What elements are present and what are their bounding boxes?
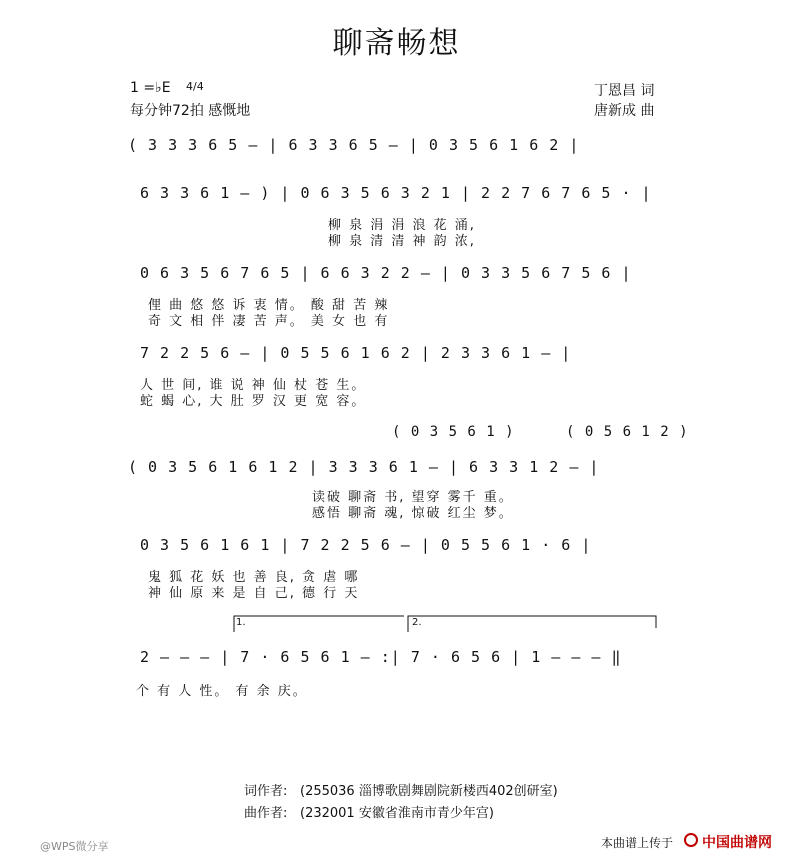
lyrics-row-2-verse-2: 柳 泉 清 清 神 韵 浓,: [328, 234, 476, 249]
lyrics-row-4-verse-1: 人 世 间, 谁 说 神 仙 杖 苍 生。: [140, 378, 367, 393]
song-title: 聊斋畅想: [332, 26, 461, 61]
lyrics-row-7: 个 有 人 性。 有 余 庆。: [136, 684, 308, 699]
interlude-a: ( 0 3 5 6 1 ): [392, 424, 515, 440]
lyricist-credit: 丁恩昌 词: [594, 83, 655, 99]
lyrics-row-3-verse-1: 俚 曲 悠 悠 诉 衷 情。 酸 甜 苦 辣: [148, 298, 390, 313]
lyrics-row-3-verse-2: 奇 文 相 伴 凄 苦 声。 美 女 也 有: [148, 314, 390, 329]
score-row-6: 0 3 5 6 1 6 1 | 7 2 2 5 6 – | 0 5 5 6 1 · 6 |: [140, 536, 592, 554]
lyricist-address: (255036 淄博歌剧舞剧院新楼西402创研室): [300, 784, 558, 799]
interlude-b: ( 0 5 6 1 2 ): [566, 424, 689, 440]
wps-watermark: @WPS微分享: [40, 840, 109, 853]
lyrics-row-6-verse-1: 鬼 狐 花 妖 也 善 良, 贪 虐 哪: [148, 570, 360, 585]
first-ending-mark: 1.: [236, 617, 246, 628]
lyricist-address-label: 词作者:: [244, 784, 288, 799]
composer-address-label: 曲作者:: [244, 806, 288, 821]
site-brand: 中国曲谱网: [702, 835, 772, 851]
lyrics-row-5-verse-1: 读破 聊斋 书, 望穿 雾千 重。: [312, 490, 514, 505]
tempo-marking: 每分钟72拍 感慨地: [130, 103, 251, 119]
lyrics-row-5-verse-2: 感悟 聊斋 魂, 惊破 红尘 梦。: [312, 506, 514, 521]
composer-credit: 唐新成 曲: [594, 103, 655, 119]
time-signature: 4/4: [186, 80, 204, 93]
score-row-1: ( 3 3 3 6 5 – | 6 3 3 6 5 – | 0 3 5 6 1 6 2 |: [128, 136, 580, 154]
lyrics-row-4-verse-2: 蛇 蝎 心, 大 肚 罗 汉 更 宽 容。: [140, 394, 367, 409]
key-signature: 1 =♭E: [130, 80, 171, 96]
score-row-4: 7 2 2 5 6 – | 0 5 5 6 1 6 2 | 2 3 3 6 1 – |: [140, 344, 572, 362]
score-row-5: ( 0 3 5 6 1 6 1 2 | 3 3 3 6 1 – | 6 3 3 1 2 – |: [128, 458, 600, 476]
upload-notice: 本曲谱上传于: [601, 836, 674, 850]
second-ending-mark: 2.: [412, 617, 422, 628]
brand-logo-icon: [684, 833, 698, 847]
lyrics-row-2-verse-1: 柳 泉 涓 涓 浪 花 涌,: [328, 218, 476, 233]
score-row-3: 0 6 3 5 6 7 6 5 | 6 6 3 2 2 – | 0 3 3 5 6 7 5 6 |: [140, 264, 632, 282]
lyrics-row-6-verse-2: 神 仙 原 来 是 自 己, 德 行 天: [148, 586, 360, 601]
score-row-2: 6 3 3 6 1 – ) | 0 6 3 5 6 3 2 1 | 2 2 7 6 7 6 5 · |: [140, 184, 652, 202]
composer-address: (232001 安徽省淮南市青少年宫): [300, 806, 494, 821]
score-row-7: 2 – – – | 7 · 6 5 6 1 – :| 7 · 6 5 6 | 1 – – – ‖: [140, 648, 622, 666]
